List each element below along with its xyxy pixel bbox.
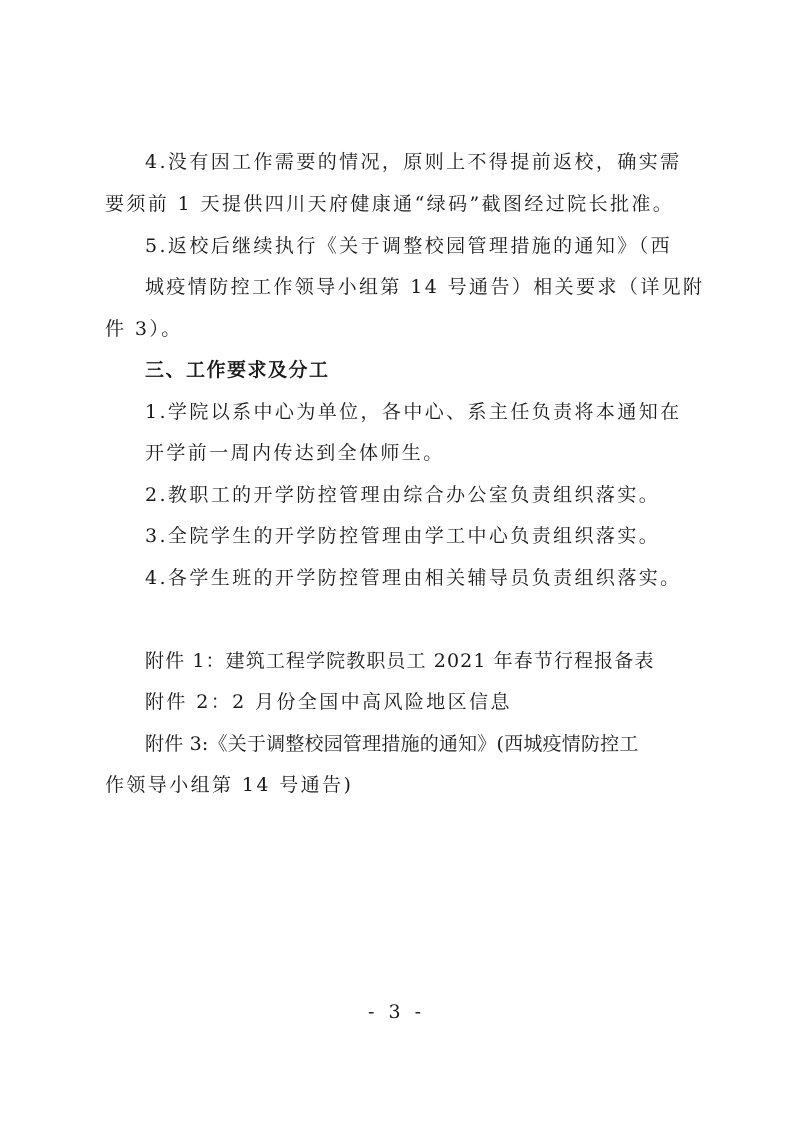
body-line: 2.教职工的开学防控管理由综合办公室负责组织落实。 (145, 484, 661, 506)
body-line: 开学前一周内传达到全体师生。 (145, 442, 445, 464)
page-number: - 3 - (367, 1001, 425, 1023)
body-line: 4.各学生班的开学防控管理由相关辅导员负责组织落实。 (145, 567, 682, 589)
attachment-line: 作领导小组第 14 号通告) (105, 774, 354, 796)
body-line: 要须前 1 天提供四川天府健康通“绿码”截图经过院长批准。 (105, 193, 675, 215)
section-heading: 三、工作要求及分工 (145, 359, 330, 381)
body-line: 4.没有因工作需要的情况，原则上不得提前返校，确实需 (145, 151, 682, 173)
body-line: 城疫情防控工作领导小组第 14 号通告）相关要求（详见附 (145, 276, 705, 298)
body-line: 1.学院以系中心为单位，各中心、系主任负责将本通知在 (145, 401, 682, 423)
attachment-line: 附件 3:《关于调整校园管理措施的通知》(西城疫情防控工 (145, 733, 639, 755)
body-line: 5.返校后继续执行《关于调整校园管理措施的通知》（西 (145, 235, 673, 257)
body-line: 件 3）。 (105, 318, 183, 340)
body-line: 3.全院学生的开学防控管理由学工中心负责组织落实。 (145, 525, 661, 547)
attachment-line: 附件 2：2 月份全国中高风险地区信息 (145, 691, 512, 713)
attachment-line: 附件 1：建筑工程学院教职员工 2021 年春节行程报备表 (145, 650, 655, 672)
